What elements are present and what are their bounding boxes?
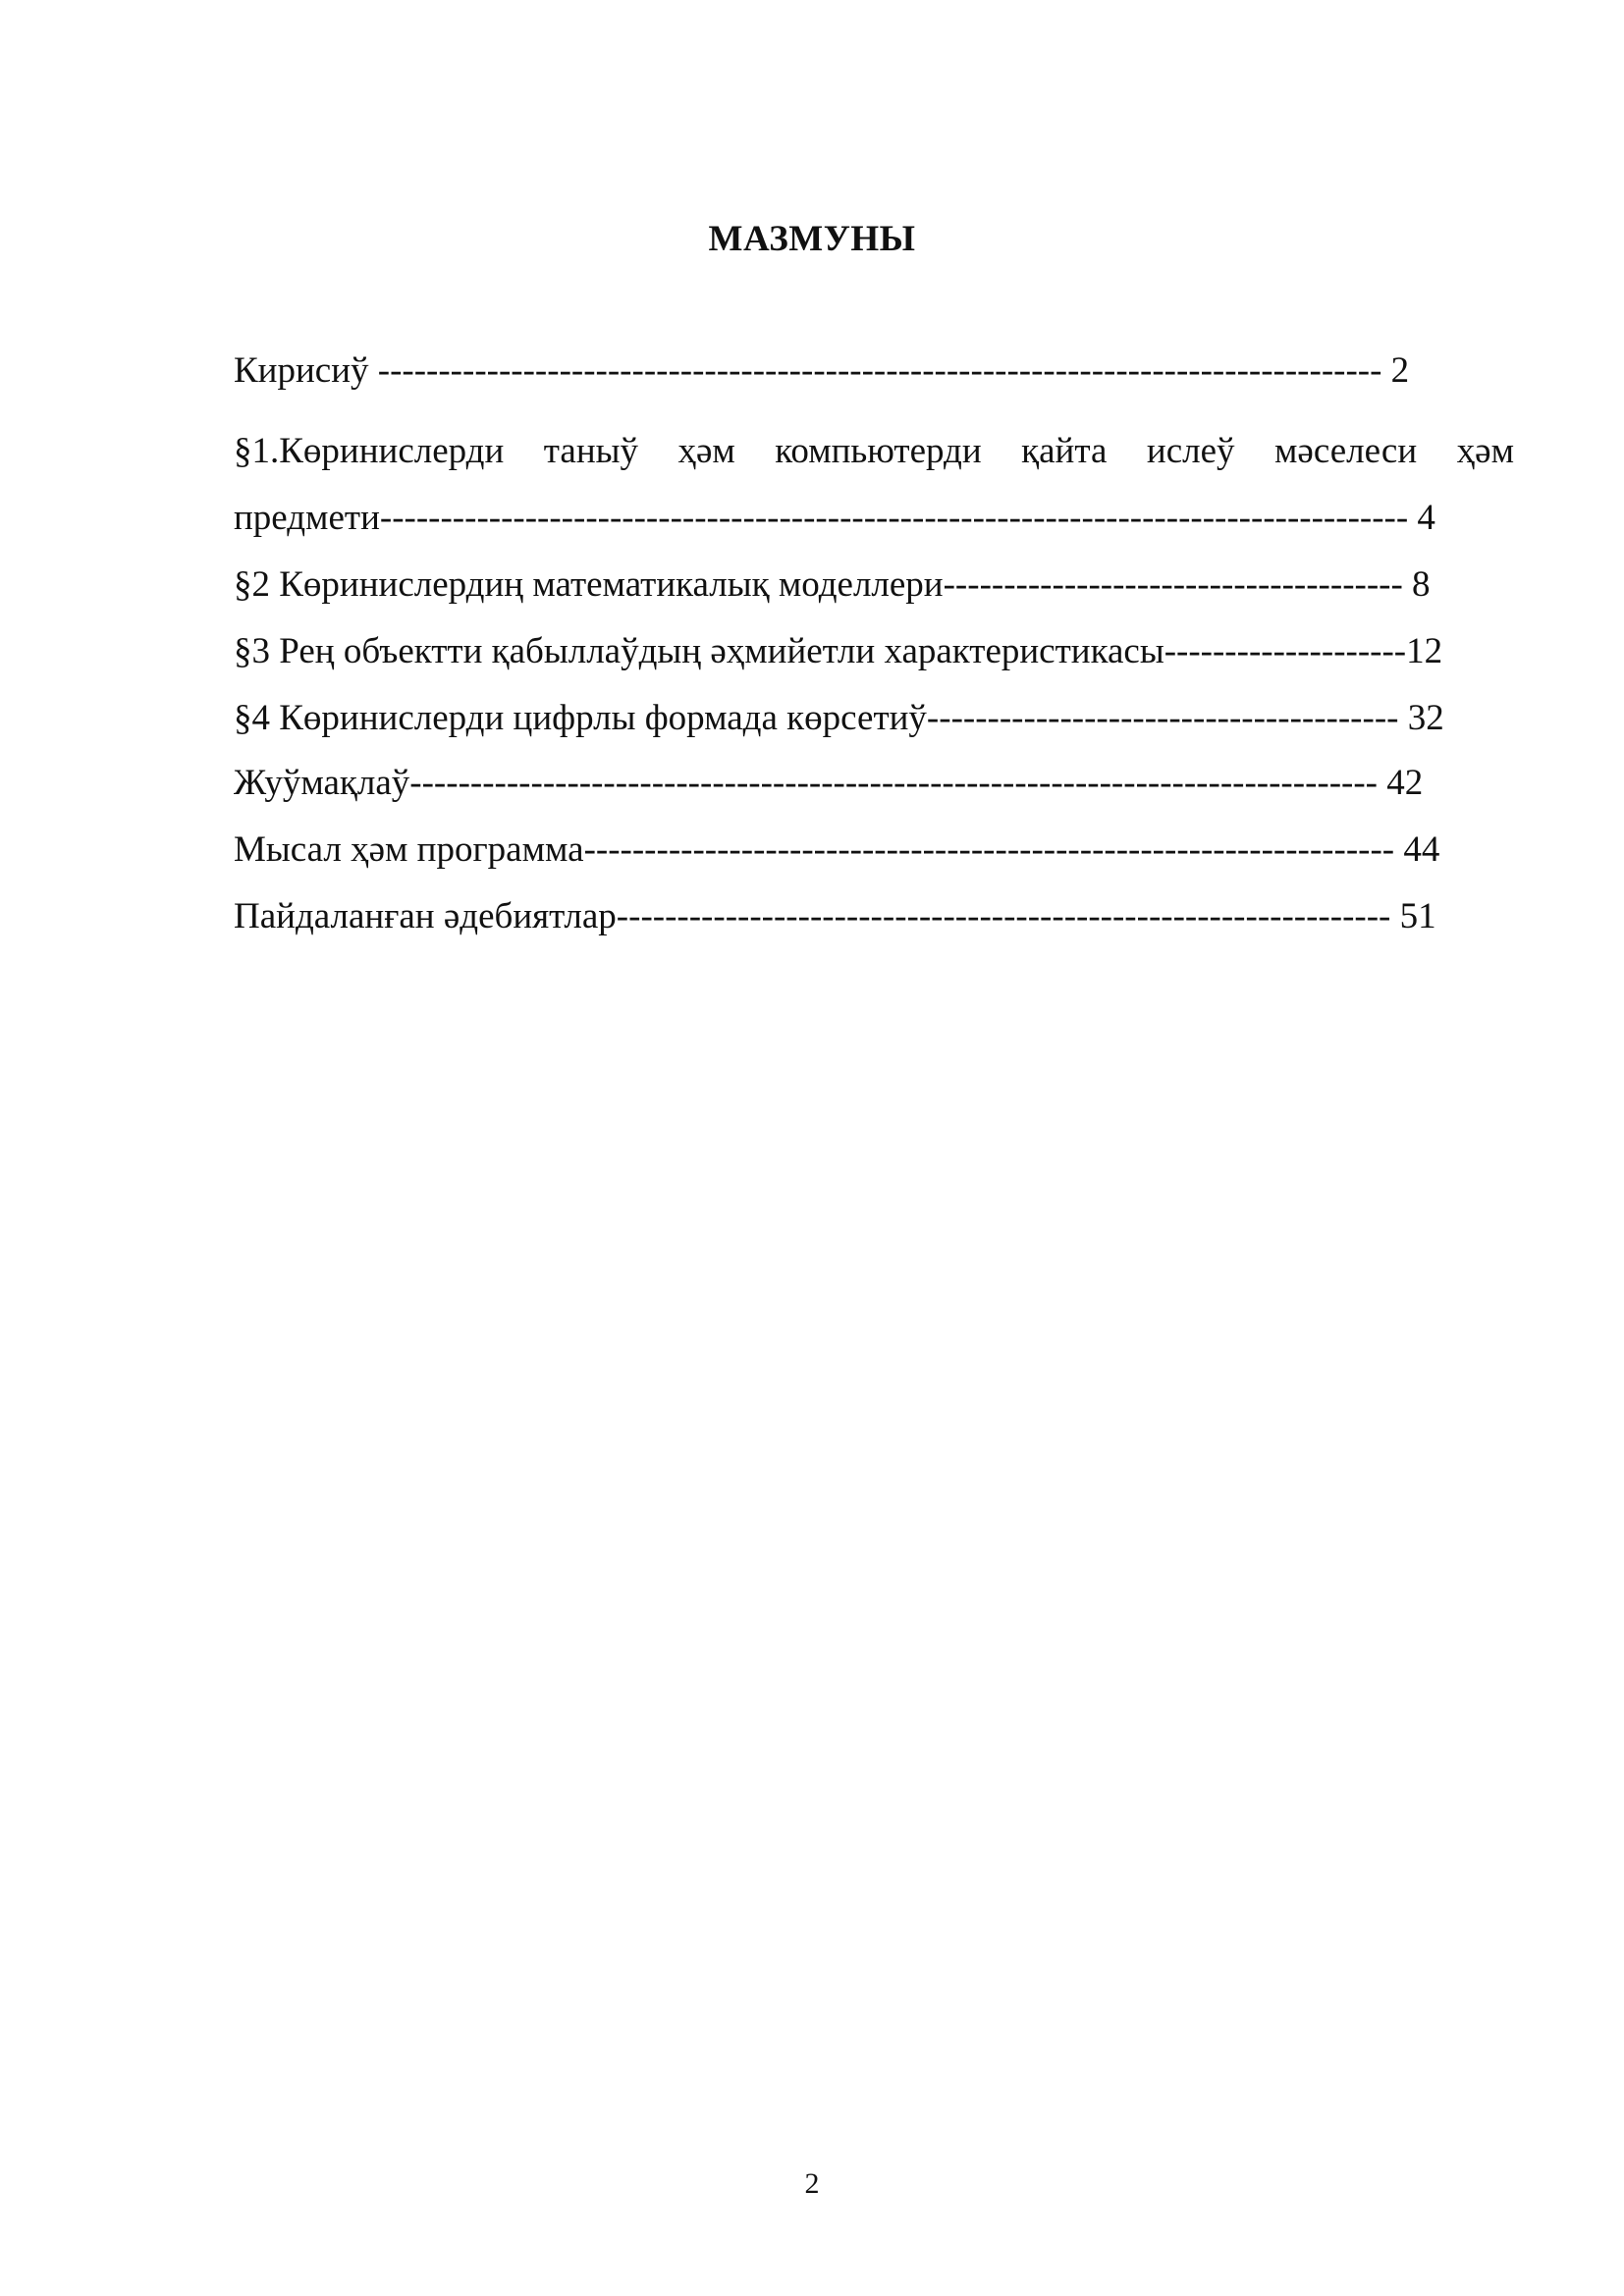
- toc-entry-section-2: §2 Көринислердиң математикалық моделлери-------------------------------------- 8: [234, 564, 1431, 605]
- page-number: 2: [804, 2167, 820, 2200]
- toc-entry-example-program: Мысал ҳәм программа------------------------------------------------------------------- 44: [234, 829, 1440, 870]
- toc-entry-section-1-line-2: предмети------------------------------------------------------------------------------------- 4: [234, 498, 1435, 538]
- toc-entry-section-3: §3 Рең объектти қабыллаўдың әҳмийетли характеристикасы--------------------12: [234, 631, 1443, 671]
- toc-entry-references: Пайдаланған әдебиятлар---------------------------------------------------------------- 51: [234, 896, 1436, 936]
- toc-entry-section-1-line-1: §1.Көринислерди таныў ҳәм компьютерди қайта ислеў мәселеси ҳәм: [234, 431, 1514, 471]
- toc-entry-conclusion: Жуўмақлаў-------------------------------------------------------------------------------- 42: [234, 763, 1424, 803]
- page-title: МАЗМУНЫ: [708, 219, 916, 259]
- toc-entry-section-4: §4 Көринислерди цифрлы формада көрсетиў--------------------------------------- 32: [234, 698, 1444, 738]
- toc-entry-introduction: Кирисиў ----------------------------------------------------------------------------------- 2: [234, 350, 1410, 391]
